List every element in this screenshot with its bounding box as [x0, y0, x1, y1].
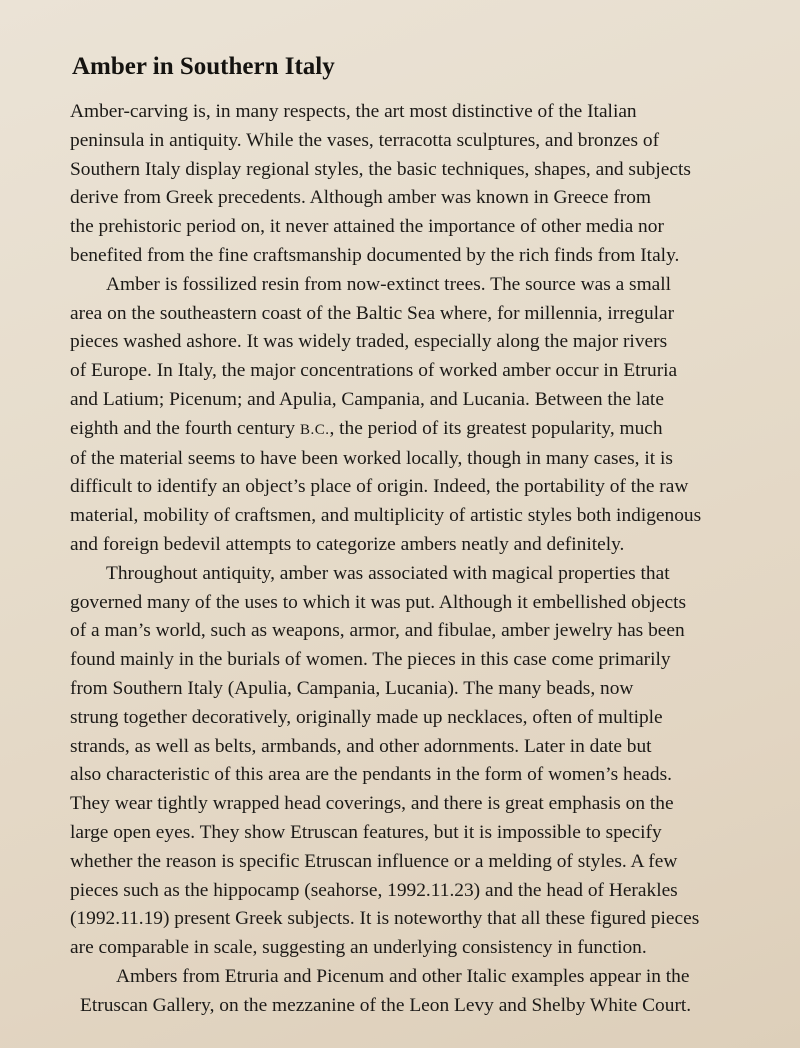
text-line: pieces such as the hippocamp (seahorse, 1992.11.23) and the head of Herakles	[70, 879, 678, 901]
text-fragment: , the period of its greatest popularity, much	[329, 417, 663, 439]
text-line: and Latium; Picenum; and Apulia, Campania, and Lucania. Between the late	[70, 388, 664, 410]
text-line: Etruscan Gallery, on the mezzanine of the Leon Levy and Shelby White Court.	[80, 994, 692, 1016]
text-line: are comparable in scale, suggesting an underlying consistency in function.	[70, 937, 647, 959]
text-line: Ambers from Etruria and Picenum and other Italic examples appear in the	[116, 965, 690, 987]
text-line: peninsula in antiquity. While the vases, terracotta sculptures, and bronzes of	[70, 129, 660, 151]
text-line: of the material seems to have been worked locally, though in many cases, it is	[70, 447, 673, 469]
label-title: Amber in Southern Italy	[72, 53, 335, 80]
text-line: Throughout antiquity, amber was associated with magical properties that	[106, 562, 670, 584]
text-line: Amber is fossilized resin from now-extinct trees. The source was a small	[106, 273, 672, 295]
text-line: the prehistoric period on, it never attained the importance of other media nor	[70, 216, 664, 238]
text-line: of Europe. In Italy, the major concentrations of worked amber occur in Etruria	[70, 360, 678, 382]
text-line: Southern Italy display regional styles, the basic techniques, shapes, and subjects	[70, 158, 691, 180]
paragraph-1	[70, 98, 760, 271]
text-line: from Southern Italy (Apulia, Campania, Lucania). The many beads, now	[70, 677, 634, 699]
text-line: material, mobility of craftsmen, and multiplicity of artistic styles both indigenous	[70, 505, 702, 527]
era-abbreviation: B.C.	[299, 421, 330, 438]
text-line-with-era	[70, 415, 760, 445]
paragraph-3	[70, 560, 760, 963]
text-line: They wear tightly wrapped head coverings, and there is great emphasis on the	[70, 793, 674, 815]
text-line: whether the reason is specific Etruscan influence or a melding of styles. A few	[70, 850, 678, 872]
text-line: derive from Greek precedents. Although amber was known in Greece from	[70, 187, 651, 209]
text-line: pieces washed ashore. It was widely traded, especially along the major rivers	[70, 331, 668, 353]
paragraph-2	[70, 271, 760, 560]
text-line: difficult to identify an object’s place of origin. Indeed, the portability of the raw	[70, 476, 689, 498]
text-line: strands, as well as belts, armbands, and other adornments. Later in date but	[70, 735, 652, 757]
text-line: strung together decoratively, originally made up necklaces, often of multiple	[70, 706, 663, 728]
text-line: governed many of the uses to which it was put. Although it embellished objects	[70, 591, 687, 613]
text-line: found mainly in the burials of women. The pieces in this case come primarily	[70, 649, 671, 671]
text-line: and foreign bedevil attempts to categorize ambers neatly and definitely.	[70, 533, 625, 555]
text-line: of a man’s world, such as weapons, armor, and fibulae, amber jewelry has been	[70, 620, 685, 642]
text-line: also characteristic of this area are the pendants in the form of women’s heads.	[70, 764, 672, 786]
text-line: large open eyes. They show Etruscan features, but it is impossible to specify	[70, 821, 662, 843]
paragraph-4	[70, 963, 760, 1021]
text-line: Amber-carving is, in many respects, the art most distinctive of the Italian	[70, 101, 637, 122]
text-line: (1992.11.19) present Greek subjects. It is noteworthy that all these figured pieces	[70, 908, 700, 930]
text-line: area on the southeastern coast of the Baltic Sea where, for millennia, irregular	[70, 302, 675, 324]
text-line: benefited from the fine craftsmanship documented by the rich finds from Italy.	[70, 244, 680, 266]
text-fragment: eighth and the fourth century	[70, 417, 296, 439]
